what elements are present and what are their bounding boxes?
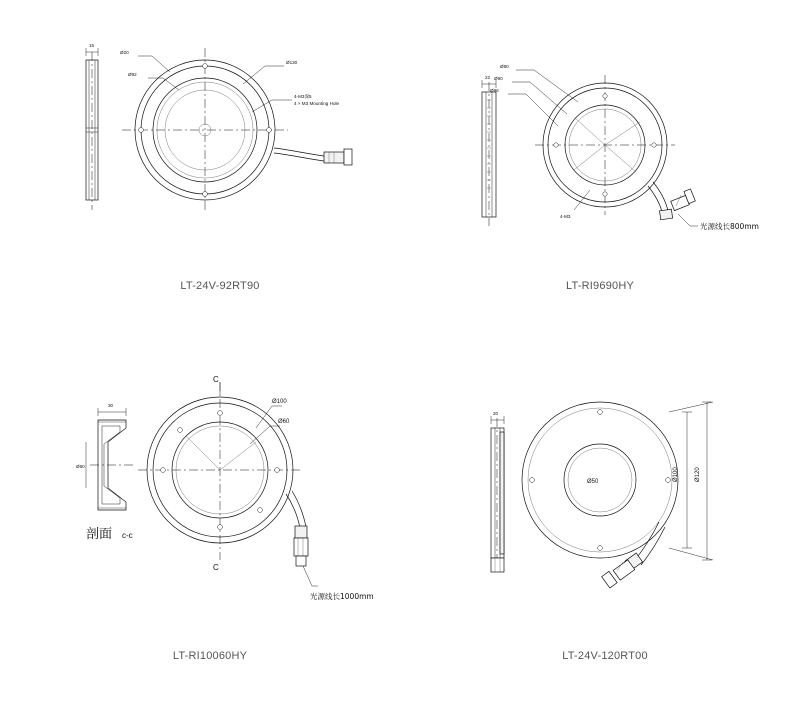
caption-lt-24v-120rt00: LT-24V-120RT00	[562, 650, 648, 662]
dim-inner-120: Ø50	[587, 479, 599, 485]
dim-inner-9690: Ø90	[494, 76, 503, 81]
section-label-10060: 剖面	[86, 527, 113, 542]
drawing-lt-24v-120rt00	[455, 370, 775, 662]
section-mark-bottom-10060: C	[213, 563, 219, 572]
dim-outer-10060: Ø100	[272, 399, 287, 405]
caption-lt-ri10060hy: LT-RI10060HY	[172, 650, 248, 662]
drawing-lt-24v-92rt90	[60, 30, 380, 292]
dim-bolt-circle-9690: Ø80	[500, 64, 509, 69]
section-label-suffix-10060: c-c	[122, 531, 133, 540]
note-cable-9690	[678, 214, 759, 231]
dim-middle-120: Ø100	[673, 467, 679, 482]
dim-hole-92: Ø20	[120, 50, 129, 55]
dim-thickness-92: 15	[89, 43, 95, 48]
note-cable-text-9690: 光源线长800mm	[700, 222, 759, 231]
dim-side-inner-10060: Ø60	[76, 464, 85, 469]
drawing-svg-lt-24v-120rt00	[455, 370, 775, 630]
dim-outer-120: Ø120	[695, 467, 701, 482]
side-view-120rt00	[491, 411, 504, 572]
dim-inner-10060: Ø60	[278, 419, 290, 425]
note-mounting-92: 4 × M3 Mounting Hole	[294, 101, 340, 106]
section-mark-top-10060: C	[213, 375, 219, 384]
dim-mounting-9690: 4-M3	[560, 214, 571, 219]
cable-connector-9690	[648, 182, 695, 220]
cable-connector-92rt90	[274, 148, 352, 165]
dim-outer-9690: Ø96	[490, 88, 499, 93]
dim-mounting-92: 4-M3深5	[294, 94, 312, 99]
front-view-9690	[490, 64, 675, 219]
dim-inner-92: Ø92	[128, 72, 137, 77]
dim-thickness-120: 20	[493, 411, 499, 416]
front-view-120rt00	[522, 402, 713, 560]
drawing-svg-lt-ri9690hy	[450, 30, 780, 260]
note-cable-text-10060: 光源线长1000mm	[310, 592, 374, 601]
dim-outer-92: Ø130	[286, 60, 298, 65]
dim-thickness-10060: 30	[108, 403, 114, 408]
drawing-lt-ri9690hy	[450, 30, 770, 292]
section-view-10060	[76, 403, 134, 542]
note-cable-10060	[303, 566, 374, 601]
side-view-92rt90	[86, 43, 98, 210]
dim-thickness-9690: 22	[485, 75, 491, 80]
side-view-9690	[482, 75, 496, 226]
front-view-92rt90	[120, 48, 340, 212]
caption-lt-ri9690hy: LT-RI9690HY	[565, 280, 635, 292]
caption-lt-24v-92rt90: LT-24V-92RT90	[180, 280, 260, 292]
cable-connector-10060	[286, 491, 308, 566]
front-view-10060	[138, 375, 302, 572]
drawing-svg-lt-ri10060hy	[60, 370, 390, 630]
drawing-svg-lt-24v-92rt90	[60, 30, 380, 260]
drawing-lt-ri10060hy	[60, 370, 390, 662]
